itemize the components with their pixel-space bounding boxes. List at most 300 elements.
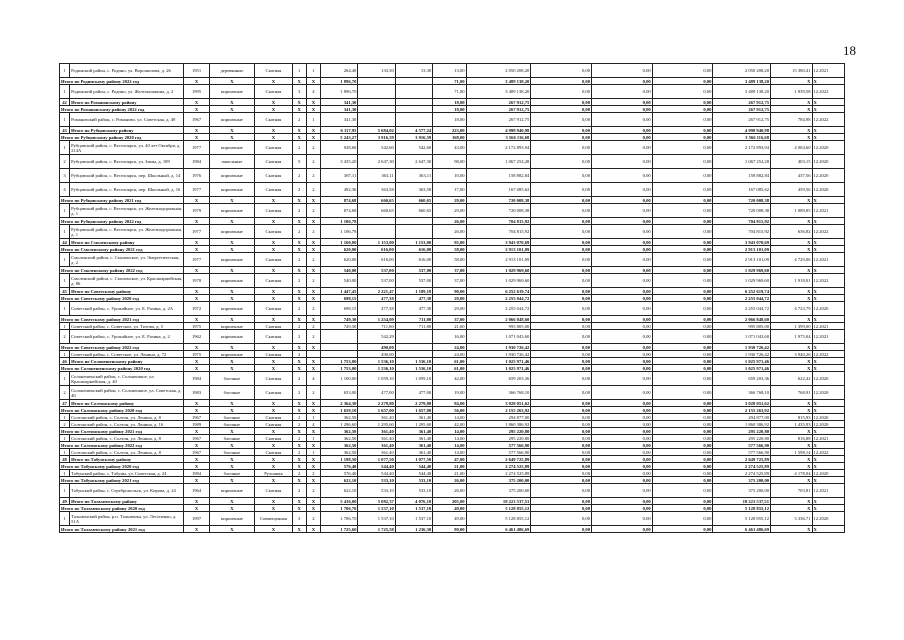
entrances: X [306,498,320,505]
total-row [60,428,845,435]
total-area: 874,68 [320,204,357,218]
total-cost: 18 223 537,51 [466,498,531,505]
floors: 2 [292,449,306,456]
floors: 1 [292,64,306,78]
table-row [60,330,845,344]
wall-material: X [209,428,255,435]
total-cost: 1 860 386,92 [466,421,531,428]
table-row [60,225,845,239]
federal-funds: 0,00 [531,323,592,330]
entrances: X [306,316,320,323]
row-number: 1 [60,414,70,421]
address: Итого по Рубцовскому району [70,127,184,134]
owners-funds: 167 085,62 [713,183,771,197]
table-row [60,155,845,169]
year-built: X [184,288,209,295]
row-number: 1 [60,274,70,288]
year-built: X [184,400,209,407]
completion-date: X [812,246,845,253]
regional-funds: 0,00 [592,246,653,253]
total-cost: 995 805,00 [466,323,531,330]
table-row [60,302,845,316]
cost-per-sqm: X [771,239,812,246]
federal-funds: 0,00 [531,274,592,288]
address: Солтонский район, с. Солтон, ул. Ленина, д. 8 [70,414,184,421]
floors: 2 [292,421,306,428]
roof-type: X [255,456,292,463]
owners-funds: 1 067 254,28 [713,155,771,169]
total-cost: 3 489 138,20 [466,78,531,85]
municipal-funds: 0,00 [652,414,713,421]
owners-funds: 6 252 619,74 [713,288,771,295]
regional-funds: 0,00 [592,330,653,344]
wall-material: кирпичные [209,169,255,183]
total-cost: 1 025 971,46 [466,365,531,372]
regional-funds: 0,00 [592,141,653,155]
residential-area [395,330,432,344]
cost-per-sqm: X [771,428,812,435]
year-built: 1977 [184,225,209,239]
regional-funds: 0,00 [592,85,653,99]
living-area [358,113,395,127]
residents-count: 14,00 [433,449,466,456]
residential-area: 1 536,10 [395,358,432,365]
total-area [320,344,357,351]
year-built: X [184,316,209,323]
total-cost: 6 252 619,74 [466,288,531,295]
federal-funds: 0,00 [531,456,592,463]
roof-type: Скатная [255,302,292,316]
year-built: 1978 [184,274,209,288]
roof-type: Скатная [255,435,292,442]
federal-funds: 0,00 [531,155,592,169]
cost-per-sqm: X [771,344,812,351]
roof-type: X [255,239,292,246]
completion-date: 12.2020 [812,155,845,169]
residents-count: 49,00 [433,505,466,512]
owners-funds: 3 028 051,62 [713,400,771,407]
address: Табунский район, с. Серебропольск, ул. Кирова, д. 24 [70,484,184,498]
wall-material: X [209,106,255,113]
completion-date: X [812,134,845,141]
roof-type: X [255,358,292,365]
regional-funds: 0,00 [592,113,653,127]
roof-type: Скатная [255,421,292,428]
cost-per-sqm: 1 975,04 [771,330,812,344]
federal-funds: 0,00 [531,169,592,183]
address: Рубцовский район, с. Веселоярск, пер. Школьный, д. 14 [70,169,184,183]
regional-funds: 0,00 [592,456,653,463]
floors: X [292,246,306,253]
total-cost: 267 912,75 [466,113,531,127]
total-cost: 295 220,80 [466,428,531,435]
residents-count: 10,00 [433,169,466,183]
owners-funds: 295 220,80 [713,428,771,435]
owners-funds: 1 025 971,46 [713,365,771,372]
wall-material: блочные [209,470,255,477]
regional-funds: 0,00 [592,197,653,204]
floors: 5 [292,155,306,169]
address: Советский район, с. Советское, ул. Титова, д. 5 [70,323,184,330]
row-number: 47 [60,400,70,407]
year-built: X [184,127,209,134]
regional-funds: 0,00 [592,274,653,288]
total-cost: 267 912,75 [466,106,531,113]
owners-funds: 6 461 486,69 [713,526,771,533]
floors: 2 [292,351,306,358]
completion-date: X [812,428,845,435]
year-built: X [184,442,209,449]
total-cost: 3 566 116,68 [466,134,531,141]
wall-material: кирпичные [209,274,255,288]
regional-funds: 0,00 [592,470,653,477]
entrances: 1 [306,414,320,421]
total-label: Итого по Смоленскому району 2022 год [60,267,184,274]
federal-funds: 0,00 [531,526,592,533]
total-cost: 2 913 101,09 [466,246,531,253]
address: Родинский район, с. Родино, ул. Ворошилова, д. 26 [70,64,184,78]
total-label: Итого по Рубцовскому району 2020 год [60,134,184,141]
living-area: 5 684,02 [358,127,395,134]
federal-funds: 0,00 [531,78,592,85]
cost-per-sqm: 768,91 [771,386,812,400]
total-area: 3 435,20 [320,155,357,169]
regional-funds: 0,00 [592,386,653,400]
year-built: X [184,526,209,533]
address: Итого по Смоленскому району [70,239,184,246]
owners-funds: 5 128 855,12 [713,505,771,512]
total-area: 362,50 [320,414,357,421]
total-area: 1 706,70 [320,505,357,512]
total-label: Итого по Солонешенскому району 2020 год [60,365,184,372]
row-number: 2 [60,155,70,169]
municipal-funds: 0,00 [652,85,713,99]
living-area: 1 537,10 [358,512,395,526]
completion-date: 12.2020 [812,421,845,428]
entrances: 1 [306,449,320,456]
wall-material: X [209,505,255,512]
total-label: Итого по Табунскому району 2021 год [60,477,184,484]
entrances: 2 [306,274,320,288]
wall-material: X [209,197,255,204]
cost-per-sqm: 1 089,85 [771,204,812,218]
completion-date: 12.2020 [812,386,845,400]
cost-per-sqm: 459,56 [771,183,812,197]
floors: 2 [292,113,306,127]
floors: X [292,127,306,134]
row-number: 1 [60,113,70,127]
table-row [60,484,845,498]
residents-count: 29,00 [433,204,466,218]
total-label: Итого по Советскому району 2022 год [60,344,184,351]
completion-date: X [812,456,845,463]
floors: X [292,477,306,484]
municipal-funds: 0,00 [652,330,713,344]
total-cost: 267 912,75 [466,99,531,106]
floors: X [292,365,306,372]
completion-date: 12.2020 [812,302,845,316]
residential-area: 1 536,10 [395,365,432,372]
regional-funds: 0,00 [592,183,653,197]
municipal-funds: 0,00 [652,421,713,428]
roof-type: X [255,407,292,414]
cost-per-sqm: X [771,316,812,323]
row-number: 1 [60,141,70,155]
row-number: 1 [60,85,70,99]
municipal-funds: 0,00 [652,134,713,141]
regional-funds: 0,00 [592,106,653,113]
roof-type: X [255,134,292,141]
regional-funds: 0,00 [592,295,653,302]
owners-funds: 294 877,00 [713,414,771,421]
total-cost: 720 008,38 [466,197,531,204]
roof-type: X [255,498,292,505]
row-number: 1 [60,435,70,442]
cost-per-sqm: X [771,134,812,141]
row-number: 2 [60,330,70,344]
year-built: 1995 [184,85,209,99]
roof-type: Скатная [255,85,292,99]
federal-funds: 0,00 [531,365,592,372]
wall-material: X [209,477,255,484]
roof-type: Скатная [255,372,292,386]
roof-type: X [255,246,292,253]
owners-funds: 2 066 848,60 [713,316,771,323]
roof-type: Скатная [255,183,292,197]
completion-date: 12.2021 [812,64,845,78]
owners-funds: 2 155 263,92 [713,407,771,414]
wall-material: кирпичные [209,323,255,330]
wall-material: блочные [209,435,255,442]
residents-count: 21,00 [433,323,466,330]
total-cost: 3 489 138,20 [466,85,531,99]
living-area: 3 916,59 [358,134,395,141]
residential-area: 361,40 [395,428,432,435]
regional-funds: 0,00 [592,155,653,169]
living-area: 1 153,00 [358,239,395,246]
residents-count: 42,00 [433,421,466,428]
total-row [60,505,845,512]
total-row [60,106,845,113]
cost-per-sqm: 437,56 [771,169,812,183]
cost-per-sqm: X [771,267,812,274]
cost-per-sqm: X [771,288,812,295]
wall-material: кирпичные [209,302,255,316]
year-built: 1983 [184,386,209,400]
floors: 3 [292,85,306,99]
municipal-funds: 0,00 [652,344,713,351]
federal-funds: 0,00 [531,386,592,400]
municipal-funds: 0,00 [652,218,713,225]
roof-type: Скатная [255,113,292,127]
total-cost: 1 930 726,42 [466,351,531,358]
residents-count: 29,00 [433,197,466,204]
residents-count: 205,00 [433,498,466,505]
owners-funds: 366 768,10 [713,386,771,400]
wall-material: кирпичные [209,113,255,127]
wall-material: X [209,295,255,302]
total-cost: 3 943 070,69 [466,239,531,246]
residential-area [395,78,432,85]
row-number: 1 [60,512,70,526]
regional-funds: 0,00 [592,463,653,470]
regional-funds: 0,00 [592,400,653,407]
owners-funds: 267 912,75 [713,113,771,127]
residential-area: 363,58 [395,183,432,197]
regional-funds: 0,00 [592,323,653,330]
total-area: 576,40 [320,470,357,477]
completion-date: 12.2022 [812,113,845,127]
living-area: 490,00 [358,351,395,358]
regional-funds: 0,00 [592,421,653,428]
owners-funds: 659 203,36 [713,372,771,386]
residents-count: 21,00 [433,463,466,470]
federal-funds: 0,00 [531,302,592,316]
cost-per-sqm: 4 723,79 [771,302,812,316]
year-built: X [184,505,209,512]
total-cost: 375 200,00 [466,484,531,498]
residential-area: 4 076,10 [395,498,432,505]
living-area: 616,00 [358,253,395,267]
floors: 2 [292,204,306,218]
residential-area [395,344,432,351]
completion-date: X [812,99,845,106]
housing-repair-table [59,63,845,533]
floors: X [292,295,306,302]
regional-funds: 0,00 [592,442,653,449]
residents-count: 14,00 [433,428,466,435]
completion-date: 12.2021 [812,253,845,267]
residential-area: 660,65 [395,204,432,218]
regional-funds: 0,00 [592,351,653,358]
total-cost: 2 274 525,89 [466,470,531,477]
roof-type: Скатная [255,484,292,498]
residential-area: 1 153,00 [395,239,432,246]
municipal-funds: 0,00 [652,526,713,533]
row-number: 45 [60,288,70,295]
cost-per-sqm: 1 839,58 [771,85,812,99]
residential-area: 1 189,18 [395,288,432,295]
federal-funds: 0,00 [531,316,592,323]
roof-type: Скатная [255,225,292,239]
year-built: 1977 [184,183,209,197]
year-built: 1951 [184,64,209,78]
residents-count: 29,00 [433,302,466,316]
residential-area: 616,00 [395,246,432,253]
living-area [358,225,395,239]
living-area: 361,40 [358,442,395,449]
entrances: 4 [306,85,320,99]
municipal-funds: 0,00 [652,449,713,456]
total-cost: 366 768,10 [466,386,531,400]
completion-date: X [812,267,845,274]
year-built: 1979 [184,204,209,218]
residential-area: 1 657,00 [395,407,432,414]
total-cost: 2 913 101,09 [466,253,531,267]
completion-date: X [812,316,845,323]
residential-area: 533,10 [395,477,432,484]
residents-count: 37,00 [433,267,466,274]
total-area: 1 447,45 [320,288,357,295]
municipal-funds: 0,00 [652,295,713,302]
table-row [60,204,845,218]
residents-count: 24,00 [433,344,466,351]
total-area: 698,15 [320,302,357,316]
municipal-funds: 0,00 [652,127,713,134]
year-built: 1976 [184,169,209,183]
regional-funds: 0,00 [592,253,653,267]
table-row [60,141,845,155]
municipal-funds: 0,00 [652,274,713,288]
residential-area: 533,10 [395,484,432,498]
total-label: Итого по Рубцовскому району 2022 год [60,218,184,225]
address: Итого по Тальменскому району [70,498,184,505]
total-cost: 1 067 254,28 [466,155,531,169]
total-label: Итого по Солтонскому району 2020 год [60,407,184,414]
table-row [60,414,845,421]
municipal-funds: 0,00 [652,358,713,365]
completion-date: X [812,463,845,470]
municipal-funds: 0,00 [652,470,713,477]
total-row [60,463,845,470]
living-area: 544,40 [358,463,395,470]
municipal-funds: 0,00 [652,302,713,316]
residents-count: 95,00 [433,239,466,246]
cost-per-sqm: X [771,456,812,463]
year-built: 1984 [184,155,209,169]
living-area: 2 647,30 [358,155,395,169]
address: Рубцовский район, с. Веселоярск, ул. Зимы, д. 189 [70,155,184,169]
floors: X [292,197,306,204]
roof-type: X [255,197,292,204]
federal-funds: 0,00 [531,421,592,428]
owners-funds: 5 128 855,12 [713,512,771,526]
address: Солтонский район, с. Солтон, ул. Ленина, д. 16 [70,421,184,428]
row-number: 1 [60,225,70,239]
cost-per-sqm: X [771,407,812,414]
page-number: 18 [843,43,856,58]
federal-funds: 0,00 [531,127,592,134]
living-area: 1 657,00 [358,407,395,414]
residential-area: 361,40 [395,442,432,449]
entrances: 2 [306,225,320,239]
living-area: 544,40 [358,470,395,477]
entrances: 2 [306,323,320,330]
year-built: X [184,477,209,484]
living-area: 361,40 [358,449,395,456]
total-cost: 2 172 893,94 [466,141,531,155]
year-built: 1967 [184,449,209,456]
total-area: 341,30 [320,106,357,113]
owners-funds: 1 860 386,92 [713,421,771,428]
completion-date: 12.2020 [812,183,845,197]
owners-funds: 577 566,90 [713,442,771,449]
municipal-funds: 0,00 [652,183,713,197]
entrances: 2 [306,484,320,498]
total-cost: 5 128 855,12 [466,512,531,526]
roof-type: X [255,218,292,225]
municipal-funds: 0,00 [652,484,713,498]
total-area: 362,50 [320,449,357,456]
total-row [60,78,845,85]
row-number: 1 [60,484,70,498]
roof-type: Скатная [255,414,292,421]
total-row [60,407,845,414]
total-area: 576,40 [320,463,357,470]
municipal-funds: 0,00 [652,505,713,512]
cost-per-sqm: 1 918,01 [771,274,812,288]
residential-area: 13,30 [395,64,432,78]
